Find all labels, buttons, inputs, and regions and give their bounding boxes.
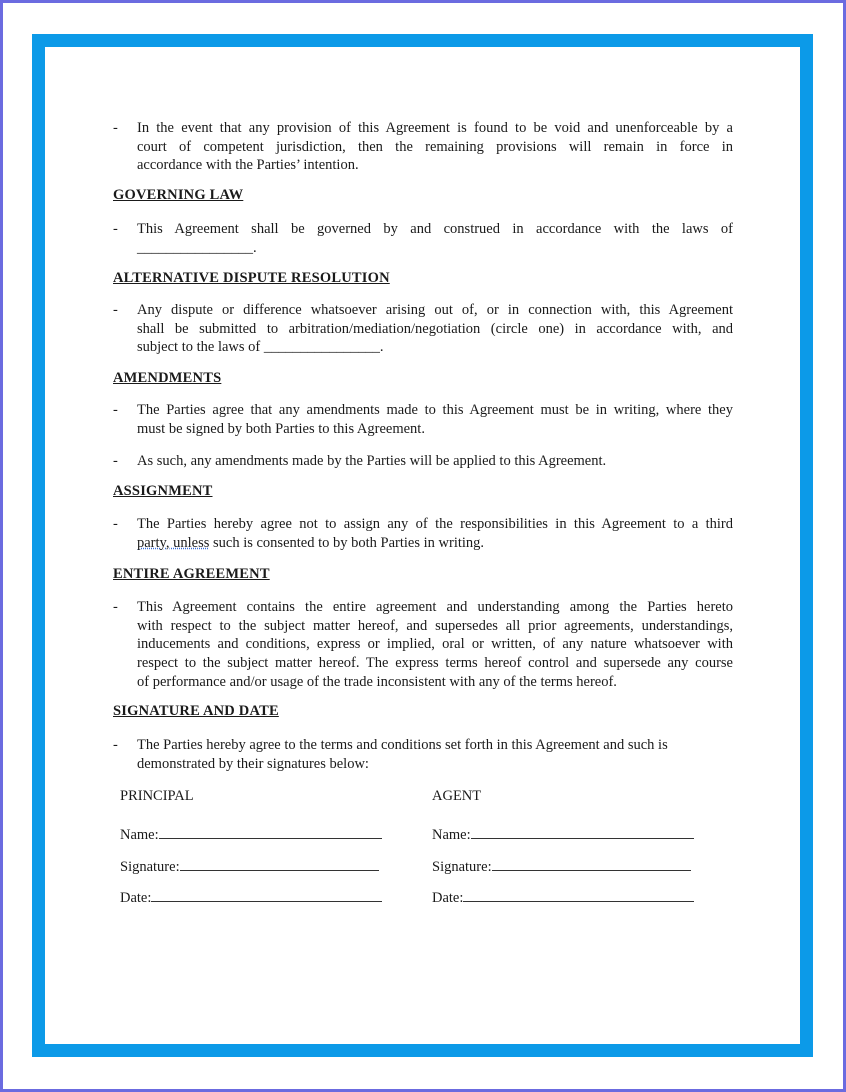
field-label: Signature: — [120, 859, 180, 875]
blank-line[interactable] — [159, 825, 382, 839]
spellcheck-marked-text: party, unless — [137, 534, 210, 551]
field-label: Name: — [120, 827, 159, 843]
adr-paragraph — [113, 301, 733, 357]
agent-signature-field[interactable] — [432, 857, 691, 876]
governing-law-paragraph — [113, 220, 733, 257]
heading-governing-law: GOVERNING LAW — [113, 187, 244, 203]
bullet: - — [113, 453, 118, 469]
principal-date-field[interactable] — [120, 888, 382, 907]
text-line: demonstrated by their signatures below: — [137, 755, 369, 772]
text-line: ________________. — [137, 239, 257, 256]
text-line: The Parties hereby agree to the terms and conditions set forth in this Agreement and such is — [137, 737, 668, 753]
heading-entire-agreement: ENTIRE AGREEMENT — [113, 566, 270, 582]
severability-paragraph — [113, 119, 733, 175]
text-line: accordance with the Parties’ intention. — [137, 157, 359, 174]
agent-date-field[interactable] — [432, 888, 694, 907]
agent-name-field[interactable] — [432, 825, 694, 844]
text-line: must be signed by both Parties to this Agreement. — [137, 420, 425, 437]
text-line: subject to the laws of ________________. — [137, 339, 384, 356]
signature-paragraph — [113, 736, 733, 773]
text-line — [137, 534, 733, 553]
text-line: In the event that any provision of this Agreement is found to be void and unenforceable by a — [137, 120, 733, 136]
text-line: This Agreement contains the entire agreement and understanding among the Parties hereto — [137, 599, 733, 615]
text-line: inducements and conditions, express or implied, oral or written, of any nature whatsoever with — [137, 636, 733, 653]
bullet: - — [113, 120, 118, 136]
text-line: As such, any amendments made by the Parties will be applied to this Agreement. — [137, 453, 607, 469]
text-line: of performance and/or usage of the trade inconsistent with any of the terms hereof. — [137, 673, 617, 690]
heading-adr: ALTERNATIVE DISPUTE RESOLUTION — [113, 270, 390, 286]
text-line: This Agreement shall be governed by and construed in accordance with the laws of — [137, 221, 733, 237]
text-line: with respect to the subject matter hereof, and supersedes all prior agreements, understandings, — [137, 617, 733, 634]
agent-title: AGENT — [432, 788, 482, 804]
text-line: Any dispute or difference whatsoever arising out of, or in connection with, this Agreement — [137, 302, 733, 318]
heading-assignment: ASSIGNMENT — [113, 483, 213, 499]
blank-line[interactable] — [471, 825, 694, 839]
bullet: - — [113, 302, 118, 318]
heading-amendments: AMENDMENTS — [113, 370, 222, 386]
assignment-paragraph — [113, 515, 733, 552]
blank-line[interactable] — [492, 857, 691, 871]
text-line: court of competent jurisdiction, then the remaining provisions will remain in force in — [137, 138, 733, 155]
text-line: shall be submitted to arbitration/mediation/negotiation (circle one) in accordance with, and — [137, 320, 733, 337]
bullet: - — [113, 402, 118, 418]
field-label: Date: — [120, 890, 152, 906]
entire-agreement-paragraph — [113, 598, 733, 692]
amendments-paragraph-1 — [113, 401, 733, 438]
field-label: Signature: — [432, 859, 492, 875]
blank-line[interactable] — [180, 857, 379, 871]
text-line: respect to the subject matter hereof. The express terms hereof control and supersede any course — [137, 655, 733, 672]
blank-line[interactable] — [151, 888, 382, 902]
bullet: - — [113, 516, 118, 532]
field-label: Name: — [432, 827, 471, 843]
principal-signature-field[interactable] — [120, 857, 379, 876]
bullet: - — [113, 599, 118, 615]
principal-title: PRINCIPAL — [120, 788, 194, 804]
bullet: - — [113, 221, 118, 237]
amendments-paragraph-2 — [113, 452, 733, 471]
text-line: The Parties hereby agree not to assign any of the responsibilities in this Agreement to a third — [137, 516, 733, 532]
text-line: The Parties agree that any amendments made to this Agreement must be in writing, where they — [137, 402, 733, 418]
heading-signature-and-date: SIGNATURE AND DATE — [113, 703, 279, 719]
bullet: - — [113, 737, 118, 753]
principal-name-field[interactable] — [120, 825, 382, 844]
blank-line[interactable] — [463, 888, 694, 902]
field-label: Date: — [432, 890, 464, 906]
text-segment: such is consented to by both Parties in writing. — [209, 534, 485, 551]
